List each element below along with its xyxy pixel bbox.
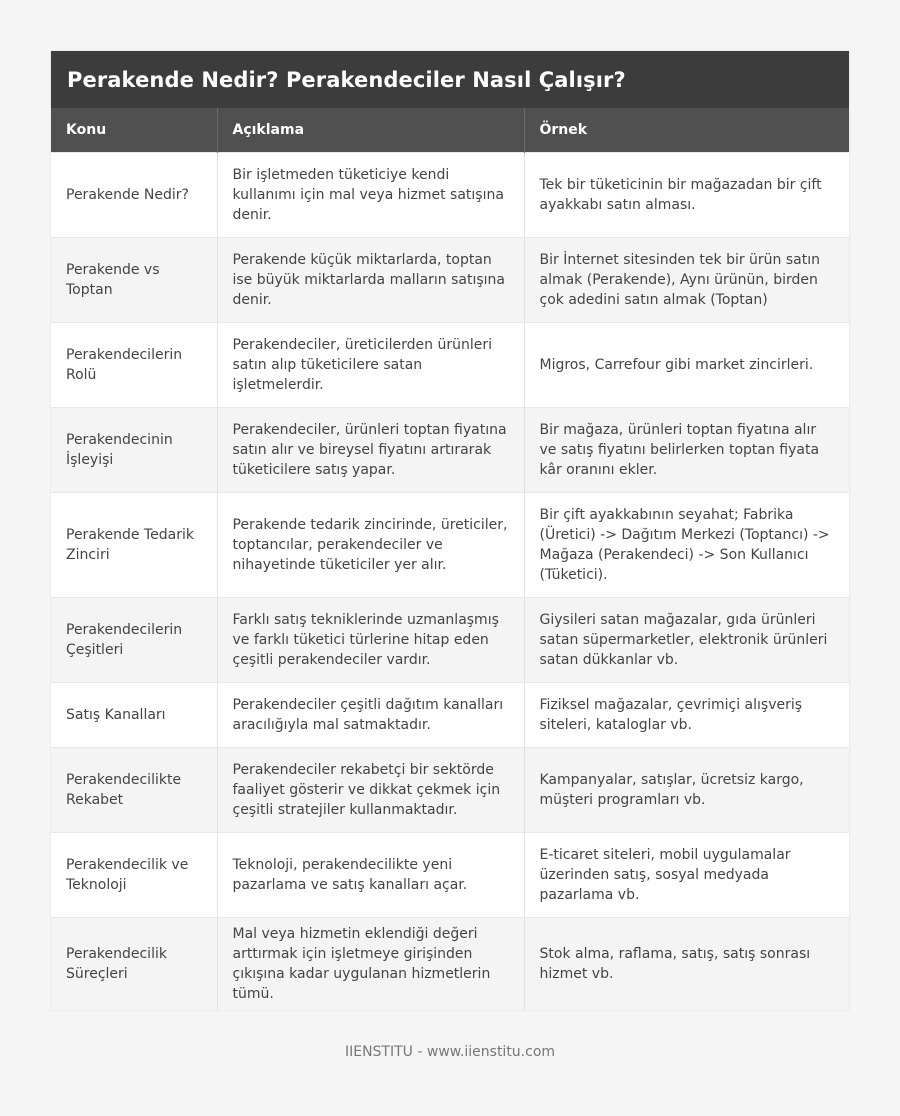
cell-example: Bir çift ayakkabının seyahat; Fabrika (Üretici) -> Dağıtım Merkezi (Toptancı) -> Mağaza (Perakendeci) -> Son Kullanıcı (Tüketici). [524,492,849,597]
cell-example: Kampanyalar, satışlar, ücretsiz kargo, müşteri programları vb. [524,747,849,832]
cell-example: Stok alma, raflama, satış, satış sonrası hizmet vb. [524,917,849,1010]
cell-topic: Perakendecinin İşleyişi [51,407,217,492]
cell-description: Mal veya hizmetin eklendiği değeri arttırmak için işletmeye girişinden çıkışına kadar uygulanan hizmetlerin tümü. [217,917,524,1010]
cell-description: Bir işletmeden tüketiciye kendi kullanımı için mal veya hizmet satışına denir. [217,152,524,237]
cell-topic: Satış Kanalları [51,682,217,747]
info-table [51,108,849,1010]
cell-topic: Perakende Nedir? [51,152,217,237]
column-header-aciklama: Açıklama [217,108,524,152]
cell-example: Fiziksel mağazalar, çevrimiçi alışveriş siteleri, kataloglar vb. [524,682,849,747]
table-row [51,407,849,492]
cell-example: Bir mağaza, ürünleri toptan fiyatına alır ve satış fiyatını belirlerken toptan fiyata kâr oranını ekler. [524,407,849,492]
table-row [51,597,849,682]
table-header-row [51,108,849,152]
cell-topic: Perakende vs Toptan [51,237,217,322]
title-bar [51,51,849,108]
footer-credit: IIENSTITU - www.iienstitu.com [344,1044,556,1060]
cell-topic: Perakendecilik Süreçleri [51,917,217,1010]
cell-topic: Perakendecilik ve Teknoloji [51,832,217,917]
page-title: Perakende Nedir? Perakendeciler Nasıl Çalışır? [67,67,626,92]
table-row [51,322,849,407]
cell-description: Perakendeciler, ürünleri toptan fiyatına satın alır ve bireysel fiyatını artırarak tüketicilere satış yapar. [217,407,524,492]
cell-description: Teknoloji, perakendecilikte yeni pazarlama ve satış kanalları açar. [217,832,524,917]
cell-description: Perakendeciler rekabetçi bir sektörde faaliyet gösterir ve dikkat çekmek için çeşitli stratejiler kullanmaktadır. [217,747,524,832]
cell-description: Farklı satış tekniklerinde uzmanlaşmış ve farklı tüketici türlerine hitap eden çeşitli perakendeciler vardır. [217,597,524,682]
table-row [51,832,849,917]
cell-description: Perakendeciler, üreticilerden ürünleri satın alıp tüketicilere satan işletmelerdir. [217,322,524,407]
column-header-konu: Konu [51,108,217,152]
cell-example: Tek bir tüketicinin bir mağazadan bir çift ayakkabı satın alması. [524,152,849,237]
table-row [51,682,849,747]
cell-description: Perakende tedarik zincirinde, üreticiler, toptancılar, perakendeciler ve nihayetinde tüketiciler yer alır. [217,492,524,597]
cell-example: Migros, Carrefour gibi market zincirleri. [524,322,849,407]
table-row [51,237,849,322]
column-header-ornek: Örnek [524,108,849,152]
cell-topic: Perakendecilikte Rekabet [51,747,217,832]
cell-description: Perakendeciler çeşitli dağıtım kanalları aracılığıyla mal satmaktadır. [217,682,524,747]
cell-example: Bir İnternet sitesinden tek bir ürün satın almak (Perakende), Aynı ürünün, birden çok adedini satın almak (Toptan) [524,237,849,322]
table-row [51,917,849,1010]
table-row [51,747,849,832]
cell-example: E-ticaret siteleri, mobil uygulamalar üzerinden satış, sosyal medyada pazarlama vb. [524,832,849,917]
cell-example: Giysileri satan mağazalar, gıda ürünleri satan süpermarketler, elektronik ürünleri satan dükkanlar vb. [524,597,849,682]
cell-topic: Perakendecilerin Rolü [51,322,217,407]
cell-topic: Perakende Tedarik Zinciri [51,492,217,597]
table-row [51,492,849,597]
content-card [51,51,849,1010]
cell-topic: Perakendecilerin Çeşitleri [51,597,217,682]
table-row [51,152,849,237]
cell-description: Perakende küçük miktarlarda, toptan ise büyük miktarlarda malların satışına denir. [217,237,524,322]
